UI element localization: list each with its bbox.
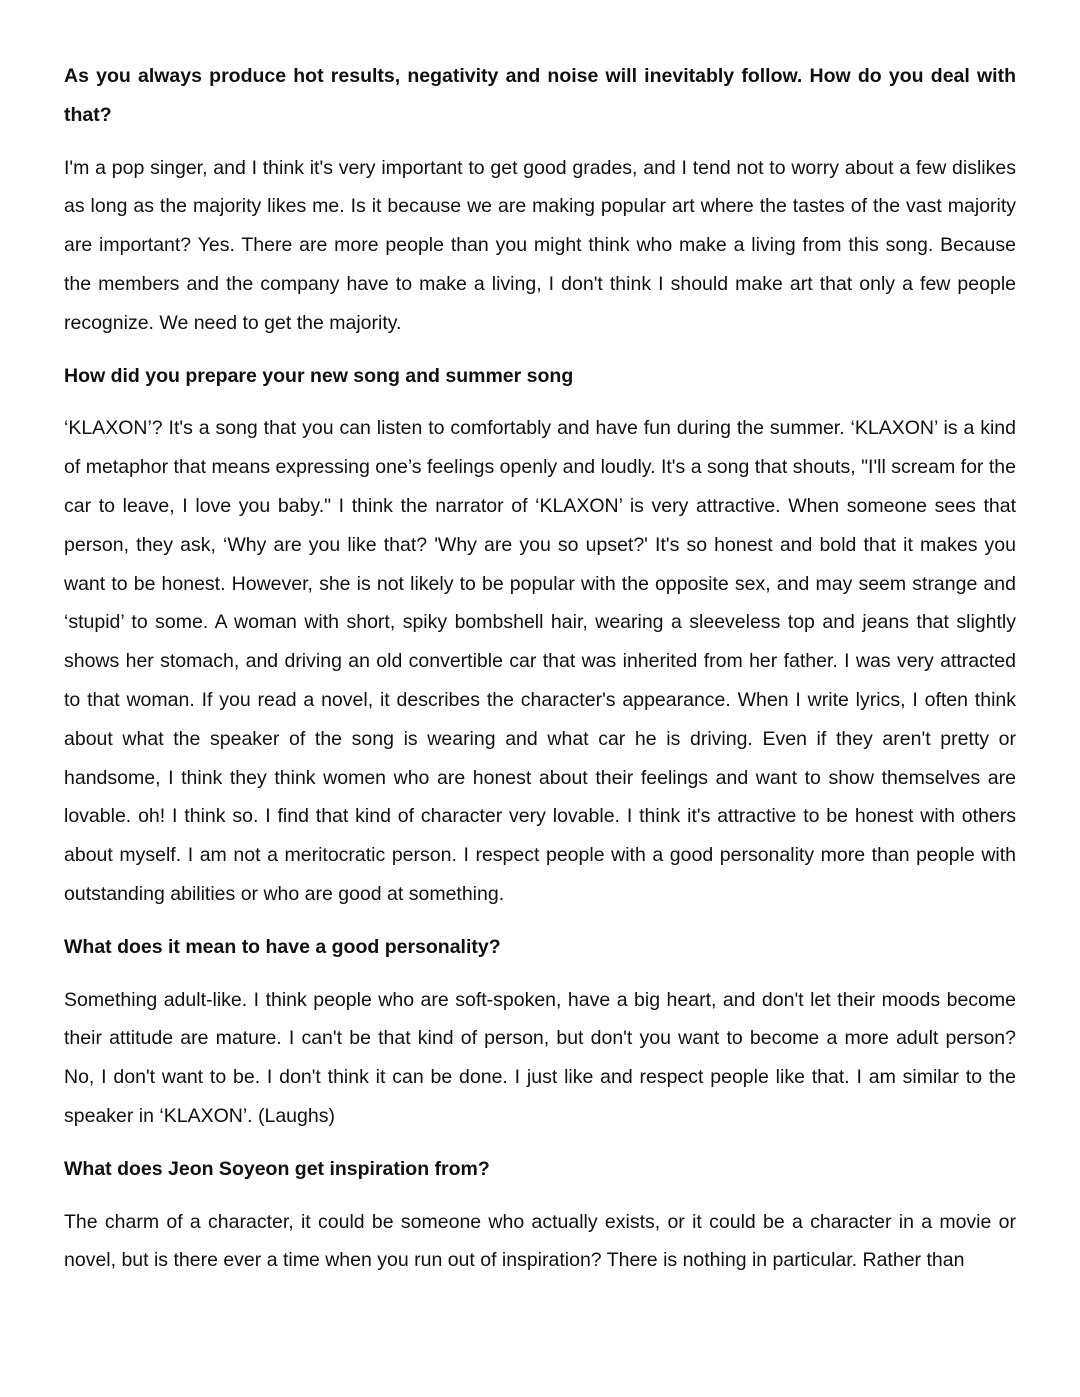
- interview-answer-3: Something adult-like. I think people who are soft-spoken, have a big heart, and don't let their moods become their attitude are mature. I can't be that kind of person, but don't you want to become a more adult person? No, I don't want to be. I don't think it can be done. I just like and respect people like that. I am similar to the speaker in ‘KLAXON’. (Laughs): [64, 988, 1016, 1127]
- interview-question-2: How did you prepare your new song and summer song: [64, 364, 574, 387]
- document-page: [64, 57, 1016, 1294]
- interview-question-4: What does Jeon Soyeon get inspiration from?: [64, 1157, 490, 1180]
- interview-answer-1: I'm a pop singer, and I think it's very important to get good grades, and I tend not to worry about a few dislikes as long as the majority likes me. Is it because we are making popular art where the tastes of the vast majority are important? Yes. There are more people than you might think who make a living from this song. Because the members and the company have to make a living, I don't think I should make art that only a few people recognize. We need to get the majority.: [64, 156, 1016, 334]
- interview-answer-2: ‘KLAXON’? It's a song that you can listen to comfortably and have fun during the summer. ‘KLAXON’ is a kind of metaphor that means expressing one’s feelings openly and loudly. It's a song that shouts, "I'll scream for the car to leave, I love you baby." I think the narrator of ‘KLAXON’ is very attractive. When someone sees that person, they ask, ‘Why are you like that? 'Why are you so upset?' It's so honest and bold that it makes you want to be honest. However, she is not likely to be popular with the opposite sex, and may seem strange and ‘stupid’ to some. A woman with short, spiky bombshell hair, wearing a sleeveless top and jeans that slightly shows her stomach, and driving an old convertible car that was inherited from her father. I was very attracted to that woman. If you read a novel, it describes the character's appearance. When I write lyrics, I often think about what the speaker of the song is wearing and what car he is driving. Even if they aren't pretty or handsome, I think they think women who are honest about their feelings and want to show themselves are lovable. oh! I think so. I find that kind of character very lovable. I think it's attractive to be honest with others about myself. I am not a meritocratic person. I respect people with a good personality more than people with outstanding abilities or who are good at something.: [64, 417, 1016, 905]
- interview-question-3: What does it mean to have a good personality?: [64, 935, 501, 958]
- interview-question-1: As you always produce hot results, negativity and noise will inevitably follow. How do you deal with that?: [64, 65, 1016, 126]
- interview-answer-4: The charm of a character, it could be someone who actually exists, or it could be a character in a movie or novel, but is there ever a time when you run out of inspiration? There is nothing in particular. Rather than: [64, 1210, 1016, 1272]
